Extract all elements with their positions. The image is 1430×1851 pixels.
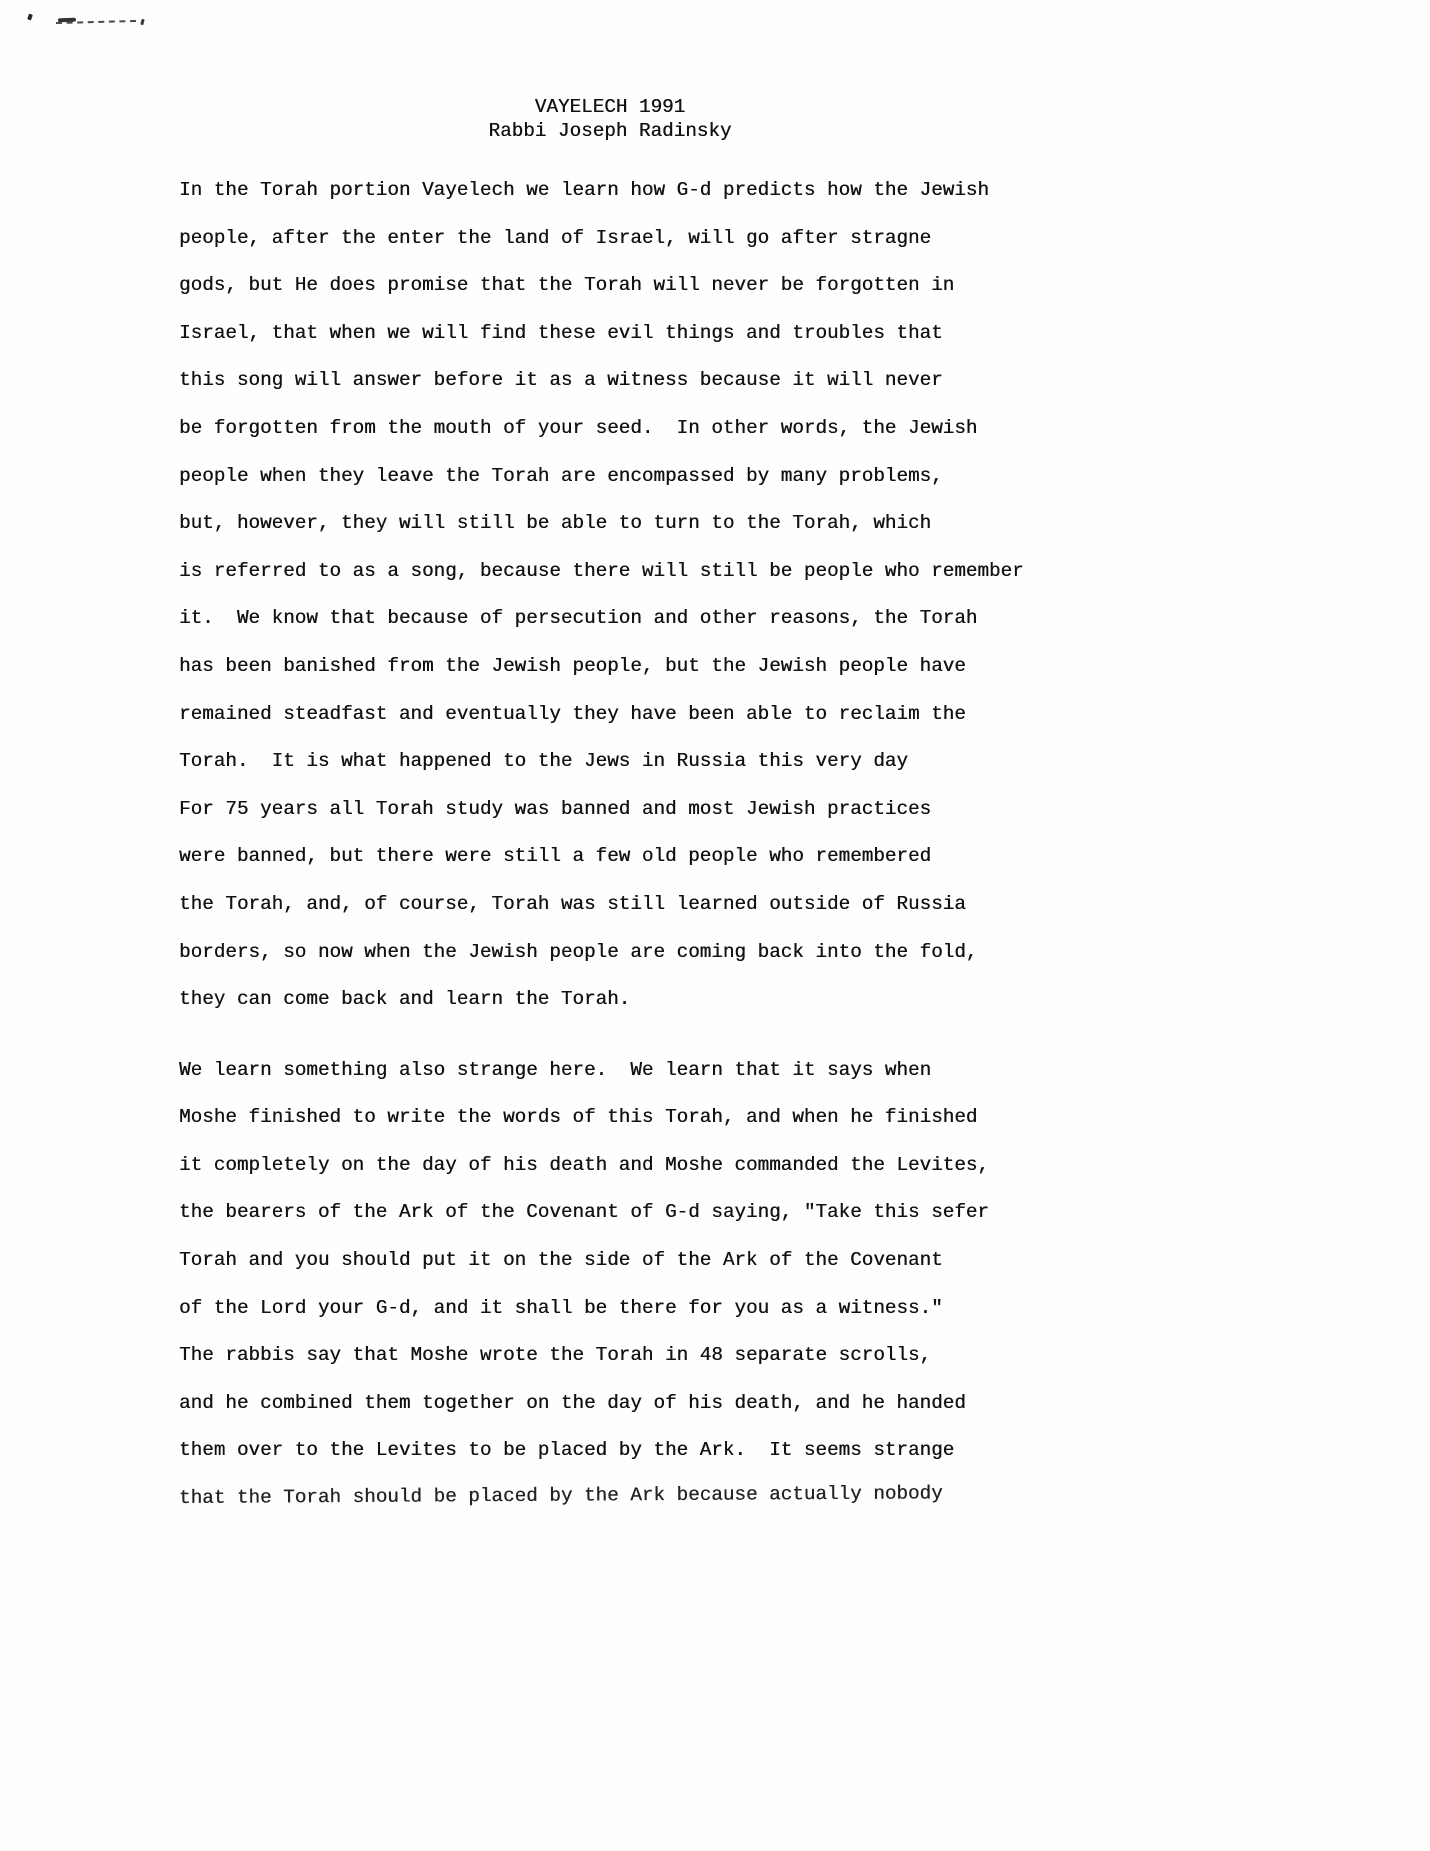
- text-line: and he combined them together on the day of his death, and he handed: [179, 1391, 966, 1414]
- text-line: In the Torah portion Vayelech we learn how G-d predicts how the Jewish: [179, 179, 989, 201]
- paragraph-1: [179, 167, 1041, 1024]
- text-line: Israel, that when we will find these evil things and troubles that: [179, 321, 943, 344]
- text-line: is referred to as a song, because there will still be people who remember: [179, 559, 1024, 582]
- text-line: people when they leave the Torah are encompassed by many problems,: [179, 464, 943, 487]
- text-line: remained steadfast and eventually they have been able to reclaim the: [179, 702, 966, 725]
- scan-artifact: [0, 0, 200, 40]
- text-line: We learn something also strange here. We learn that it says when: [179, 1058, 932, 1081]
- text-line: this song will answer before it as a witness because it will never: [179, 369, 943, 392]
- text-line: gods, but He does promise that the Torah will never be forgotten in: [179, 274, 955, 297]
- text-line: For 75 years all Torah study was banned and most Jewish practices: [179, 797, 932, 820]
- text-line: the Torah, and, of course, Torah was still learned outside of Russia: [179, 892, 966, 915]
- scan-speck-icon: [27, 13, 33, 20]
- document-author: Rabbi Joseph Radinsky: [488, 120, 732, 142]
- text-line: of the Lord your G-d, and it shall be there for you as a witness.": [179, 1296, 943, 1319]
- document-title: VAYELECH 1991: [534, 96, 686, 118]
- text-line: Torah and you should put it on the side of the Ark of the Covenant: [179, 1249, 943, 1272]
- text-line: but, however, they will still be able to turn to the Torah, which: [179, 512, 932, 535]
- document-content: [179, 95, 1041, 1523]
- text-line: it completely on the day of his death and Moshe commanded the Levites,: [179, 1153, 989, 1176]
- text-line: that the Torah should be placed by the Ark because actually nobody: [178, 1482, 943, 1510]
- text-line: borders, so now when the Jewish people are coming back into the fold,: [179, 940, 978, 963]
- text-line: has been banished from the Jewish people, but the Jewish people have: [179, 654, 966, 677]
- text-line: Torah. It is what happened to the Jews in Russia this very day: [179, 750, 908, 773]
- paragraph-2: [179, 1047, 1041, 1523]
- text-line: Moshe finished to write the words of this Torah, and when he finished: [179, 1106, 978, 1129]
- text-line: The rabbis say that Moshe wrote the Torah in 48 separate scrolls,: [179, 1344, 932, 1367]
- text-line: they can come back and learn the Torah.: [179, 988, 631, 1011]
- text-line: be forgotten from the mouth of your seed. In other words, the Jewish: [179, 416, 978, 439]
- text-line: were banned, but there were still a few old people who remembered: [179, 845, 932, 868]
- text-line: it. We know that because of persecution and other reasons, the Torah: [179, 607, 978, 630]
- scan-speck-icon: [140, 19, 144, 26]
- text-line: the bearers of the Ark of the Covenant of G-d saying, "Take this sefer: [179, 1201, 989, 1224]
- text-line: them over to the Levites to be placed by the Ark. It seems strange: [179, 1439, 955, 1462]
- text-line: people, after the enter the land of Israel, will go after stragne: [179, 226, 932, 249]
